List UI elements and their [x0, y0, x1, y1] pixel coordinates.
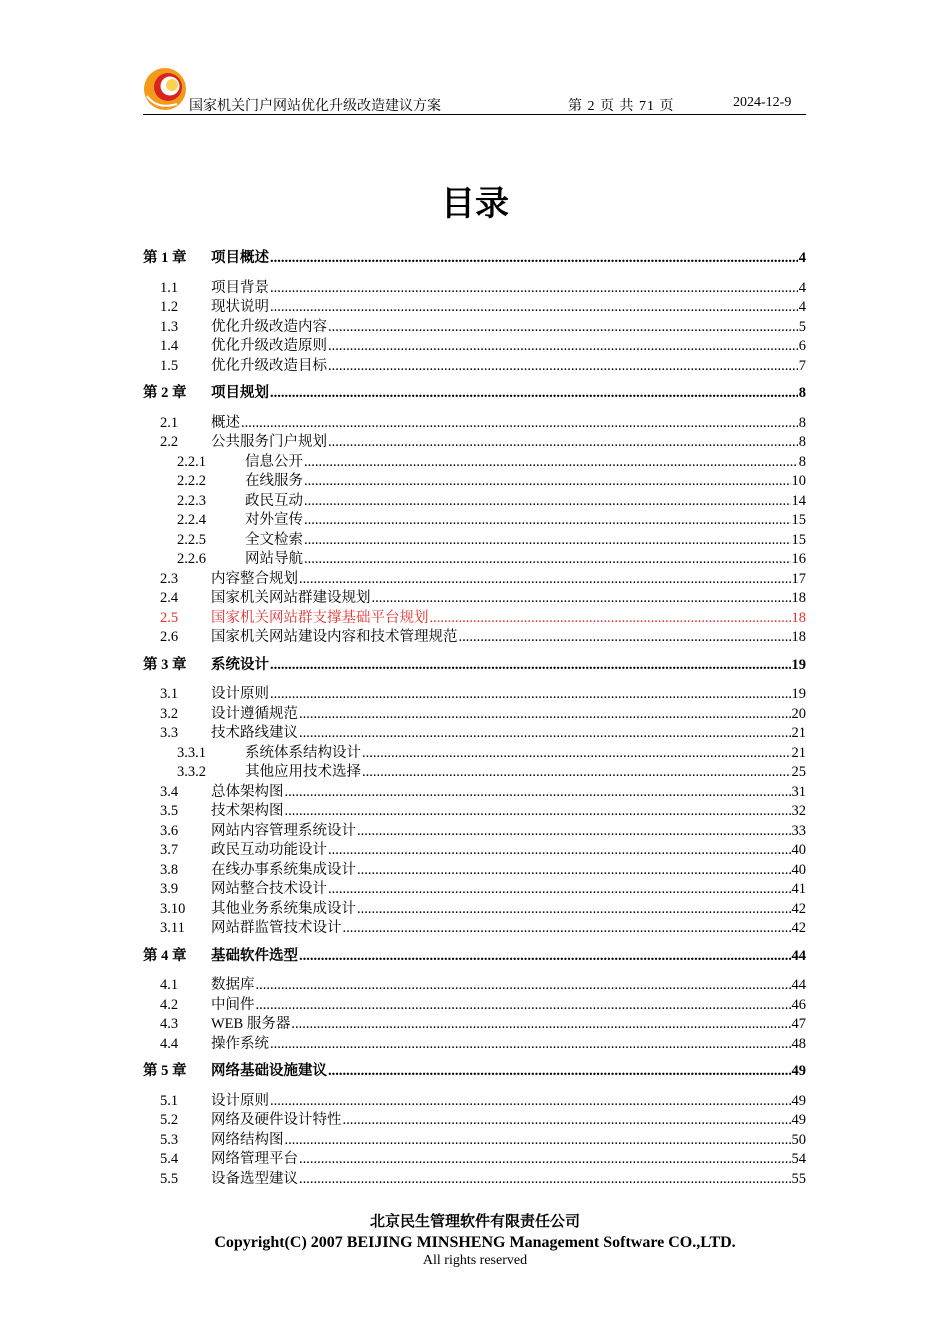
toc-entry-label: 网络基础设施建议	[211, 1063, 327, 1079]
toc-entry[interactable]	[143, 469, 806, 489]
toc-entry-page: 54	[791, 1151, 806, 1167]
toc-entry-page: 15	[791, 531, 806, 548]
toc-entry-number: 1.1	[160, 279, 179, 296]
toc-entry-number: 第 5 章	[143, 1063, 187, 1079]
toc-entry-page: 21	[791, 725, 806, 741]
toc-dot-leader	[285, 803, 791, 820]
toc-entry[interactable]	[143, 625, 806, 645]
toc-entry-number: 5.5	[160, 1170, 179, 1187]
toc-chapter-entry[interactable]	[143, 1059, 806, 1079]
toc-entry-label: 国家机关网站建设内容和技术管理规范	[211, 629, 458, 645]
toc-dot-leader	[459, 629, 791, 646]
toc-entry-label: 设计原则	[211, 686, 269, 702]
toc-entry-page: 19	[791, 686, 806, 702]
toc-entry-label: 网站内容管理系统设计	[211, 822, 356, 839]
toc-dot-leader	[328, 881, 791, 898]
toc-dot-leader	[256, 977, 791, 994]
toc-entry[interactable]	[143, 1167, 806, 1187]
footer-company: 北京民生管理软件有限责任公司	[369, 1212, 580, 1230]
toc-entry-label: 项目背景	[211, 279, 269, 296]
toc-entry-page: 8	[798, 434, 806, 450]
toc-entry-number: 3.3.1	[177, 744, 206, 761]
toc-entry[interactable]	[143, 430, 806, 450]
toc-entry-label: 在线服务	[245, 473, 303, 489]
toc-entry[interactable]	[143, 1108, 806, 1128]
toc-entry[interactable]	[143, 489, 806, 509]
toc-entry-label: 中间件	[211, 996, 255, 1013]
toc-entry-label: 基础软件选型	[211, 947, 298, 964]
toc-entry[interactable]	[143, 354, 806, 374]
toc-entry[interactable]	[143, 1128, 806, 1148]
toc-dot-leader	[362, 745, 791, 762]
toc-dot-leader	[328, 338, 798, 355]
toc-dot-leader	[241, 415, 798, 432]
toc-entry-page: 8	[798, 414, 806, 431]
toc-entry[interactable]	[143, 547, 806, 567]
toc-entry-label: 信息公开	[245, 453, 303, 470]
toc-dot-leader	[256, 997, 791, 1014]
toc-dot-leader	[285, 1132, 791, 1149]
toc-dot-leader	[299, 706, 791, 723]
toc-dot-leader	[430, 610, 791, 627]
toc-entry-page: 20	[791, 705, 806, 722]
toc-entry-page: 49	[791, 1092, 806, 1109]
toc-entry-label: 政民互动功能设计	[211, 842, 327, 858]
toc-entry-page: 18	[791, 609, 806, 626]
toc-entry-page: 41	[791, 881, 806, 897]
toc-entry-label: 网络及硬件设计特性	[211, 1112, 342, 1128]
page-header	[143, 66, 806, 116]
toc-entry-page: 25	[791, 764, 806, 780]
toc-dot-leader	[270, 385, 798, 402]
toc-entry[interactable]	[143, 973, 806, 993]
toc-entry-page: 31	[791, 783, 806, 800]
toc-entry[interactable]	[143, 606, 806, 626]
footer-copyright: Copyright(C) 2007 BEIJING MINSHENG Management Software CO.,LTD.	[214, 1234, 736, 1251]
toc-dot-leader	[299, 948, 791, 965]
header-divider	[143, 114, 806, 115]
toc-entry-number: 5.2	[160, 1112, 179, 1128]
toc-entry-number: 2.3	[160, 570, 179, 587]
toc-entry-label: 项目规划	[211, 385, 269, 401]
toc-dot-leader	[357, 862, 791, 879]
toc-entry-number: 2.2.2	[177, 473, 206, 489]
toc-entry[interactable]	[143, 586, 806, 606]
toc-entry-label: 全文检索	[245, 531, 303, 548]
toc-entry-number: 4.4	[160, 1035, 179, 1052]
toc-dot-leader	[328, 842, 791, 859]
toc-dot-leader	[304, 473, 791, 490]
toc-entry-number: 2.2	[160, 434, 179, 450]
header-doc-title: 国家机关门户网站优化升级改造建议方案	[189, 99, 441, 114]
toc-entry-page: 42	[791, 900, 806, 917]
toc-entry-number: 1.5	[160, 357, 179, 374]
toc-entry-label: 其他应用技术选择	[245, 764, 361, 780]
toc-entry[interactable]	[143, 819, 806, 839]
toc-entry-label: 优化升级改造目标	[211, 357, 327, 374]
toc-entry[interactable]	[143, 276, 806, 296]
toc-dot-leader	[304, 551, 791, 568]
toc-entry[interactable]	[143, 780, 806, 800]
toc-entry[interactable]	[143, 760, 806, 780]
toc-entry[interactable]	[143, 1147, 806, 1167]
toc-entry-number: 第 3 章	[143, 656, 187, 673]
toc-dot-leader	[270, 299, 798, 316]
toc-entry-page: 7	[798, 357, 806, 374]
toc-dot-leader	[299, 725, 791, 742]
toc-dot-leader	[299, 1171, 791, 1188]
toc-entry[interactable]	[143, 993, 806, 1013]
toc-entry-label: 网络管理平台	[211, 1151, 298, 1167]
footer-rights: All rights reserved	[422, 1253, 528, 1268]
toc-dot-leader	[343, 1112, 791, 1129]
toc-dot-leader	[362, 764, 791, 781]
header-date: 2024-12-9	[733, 95, 792, 110]
toc-entry-number: 3.4	[160, 783, 179, 800]
toc-dot-leader	[328, 319, 798, 336]
toc-entry-page: 50	[791, 1131, 806, 1148]
toc-dot-leader	[299, 571, 791, 588]
toc-entry-label: 技术架构图	[211, 803, 284, 819]
toc-entry-page: 46	[791, 996, 806, 1013]
toc-entry-label: 设计遵循规范	[211, 705, 298, 722]
toc-entry[interactable]	[143, 450, 806, 470]
toc-entry-label: 公共服务门户规划	[211, 434, 327, 450]
toc-dot-leader	[299, 1151, 791, 1168]
toc-entry-number: 4.3	[160, 1016, 179, 1032]
toc-entry-number: 第 1 章	[143, 250, 187, 266]
toc-entry-page: 8	[798, 385, 806, 401]
toc-entry-page: 16	[791, 551, 806, 567]
toc-entry-number: 2.2.6	[177, 551, 206, 567]
toc-entry-page: 21	[791, 744, 806, 761]
toc-entry-number: 第 2 章	[143, 385, 187, 401]
toc-entry[interactable]	[143, 508, 806, 528]
toc-entry-page: 48	[791, 1035, 806, 1052]
toc-entry-page: 47	[791, 1016, 806, 1032]
toc-dot-leader	[270, 657, 791, 674]
page-footer	[0, 1210, 950, 1269]
toc-entry-label: 内容整合规划	[211, 570, 298, 587]
toc-dot-leader	[270, 1036, 791, 1053]
toc-entry-number: 3.6	[160, 822, 179, 839]
toc-entry[interactable]	[143, 721, 806, 741]
toc-entry[interactable]	[143, 897, 806, 917]
toc-entry-page: 49	[791, 1063, 806, 1079]
toc-entry[interactable]	[143, 916, 806, 936]
toc-dot-leader	[270, 686, 791, 703]
toc-chapter-entry[interactable]	[143, 944, 806, 964]
toc-entry-number: 5.1	[160, 1092, 179, 1109]
toc-entry-number: 5.4	[160, 1151, 179, 1167]
toc-entry-page: 40	[791, 861, 806, 878]
toc-entry-number: 3.5	[160, 803, 179, 819]
toc-entry-page: 10	[791, 473, 806, 489]
toc-entry-label: 设计原则	[211, 1092, 269, 1109]
toc-entry[interactable]	[143, 315, 806, 335]
toc-entry[interactable]	[143, 682, 806, 702]
toc-entry-number: 3.11	[160, 920, 185, 936]
toc-entry-label: 国家机关网站群建设规划	[211, 590, 371, 606]
toc-entry-number: 3.7	[160, 842, 179, 858]
toc-entry[interactable]	[143, 411, 806, 431]
toc-entry-page: 42	[791, 920, 806, 936]
toc-dot-leader	[343, 920, 791, 937]
toc-entry-page: 5	[798, 318, 806, 335]
toc-entry[interactable]	[143, 1032, 806, 1052]
toc-entry-page: 44	[791, 977, 806, 993]
toc-entry-number: 3.2	[160, 705, 179, 722]
toc-entry-number: 1.2	[160, 299, 179, 315]
company-logo-icon	[143, 66, 189, 112]
toc-entry-page: 18	[791, 590, 806, 606]
toc-dot-leader	[357, 901, 791, 918]
toc-dot-leader	[328, 434, 798, 451]
toc-entry-number: 4.2	[160, 996, 179, 1013]
toc-entry-number: 第 4 章	[143, 947, 187, 964]
toc-entry-page: 32	[791, 803, 806, 819]
toc-entry-page: 4	[798, 299, 806, 315]
toc-entry[interactable]	[143, 702, 806, 722]
toc-title: 目录	[441, 184, 509, 224]
toc-dot-leader	[285, 784, 791, 801]
toc-dot-leader	[270, 250, 798, 267]
toc-entry-label: 网站导航	[245, 551, 303, 567]
toc-entry[interactable]	[143, 838, 806, 858]
toc-entry-number: 3.3.2	[177, 764, 206, 780]
toc-entry-label: 数据库	[211, 977, 255, 993]
toc-entry-page: 17	[791, 570, 806, 587]
toc-entry-label: 操作系统	[211, 1035, 269, 1052]
toc-entry-label: 网络结构图	[211, 1131, 284, 1148]
toc-entry-label: 系统体系结构设计	[245, 744, 361, 761]
toc-entry-number: 3.3	[160, 725, 179, 741]
toc-entry-page: 19	[791, 656, 806, 673]
toc-entry-label: 在线办事系统集成设计	[211, 861, 356, 878]
toc-entry[interactable]	[143, 741, 806, 761]
toc-entry-page: 6	[798, 338, 806, 354]
toc-entry-number: 3.8	[160, 861, 179, 878]
toc-dot-leader	[328, 358, 798, 375]
toc-entry-page: 18	[791, 629, 806, 645]
toc-entry-number: 2.2.3	[177, 492, 206, 509]
toc-entry-label: 技术路线建议	[211, 725, 298, 741]
toc-entry-label: 优化升级改造原则	[211, 338, 327, 354]
toc-entry[interactable]	[143, 799, 806, 819]
toc-entry-page: 49	[791, 1112, 806, 1128]
toc-entry-number: 2.6	[160, 629, 179, 645]
toc-dot-leader	[304, 454, 798, 471]
toc-entry[interactable]	[143, 1089, 806, 1109]
toc-entry[interactable]	[143, 567, 806, 587]
toc-chapter-entry[interactable]	[143, 246, 806, 266]
toc-entry[interactable]	[143, 334, 806, 354]
toc-entry-page: 4	[798, 250, 806, 266]
toc-dot-leader	[357, 823, 791, 840]
toc-chapter-entry[interactable]	[143, 653, 806, 673]
toc-entry-label: 网站群监管技术设计	[211, 920, 342, 936]
toc-entry-number: 2.5	[160, 609, 179, 626]
toc-entry-page: 44	[791, 947, 806, 964]
toc-entry-page: 15	[791, 512, 806, 528]
toc-entry-number: 5.3	[160, 1131, 179, 1148]
toc-dot-leader	[328, 1063, 791, 1080]
toc-entry-label: 总体架构图	[211, 783, 284, 800]
toc-entry-label: 概述	[211, 414, 240, 431]
toc-dot-leader	[270, 1093, 791, 1110]
toc-entry-label: WEB 服务器	[211, 1016, 291, 1032]
toc-entry-page: 14	[791, 492, 806, 509]
toc-entry-label: 政民互动	[245, 492, 303, 509]
toc-entry-label: 优化升级改造内容	[211, 318, 327, 335]
toc-entry-page: 8	[798, 453, 806, 470]
toc-entry-label: 设备选型建议	[211, 1170, 298, 1187]
toc-entry-number: 4.1	[160, 977, 179, 993]
toc-entry-label: 对外宣传	[245, 512, 303, 528]
toc-entry-number: 2.4	[160, 590, 179, 606]
toc-entry-number: 2.1	[160, 414, 179, 431]
toc-entry-label: 其他业务系统集成设计	[211, 900, 356, 917]
toc-dot-leader	[304, 512, 791, 529]
toc-chapter-entry[interactable]	[143, 381, 806, 401]
toc-dot-leader	[270, 280, 798, 297]
toc-entry[interactable]	[143, 1012, 806, 1032]
toc-entry-number: 2.2.5	[177, 531, 206, 548]
toc-entry-page: 4	[798, 279, 806, 296]
toc-dot-leader	[372, 590, 791, 607]
toc-dot-leader	[291, 1016, 790, 1033]
toc-dot-leader	[304, 532, 791, 549]
toc-entry-number: 1.3	[160, 318, 179, 335]
toc-entry-label: 国家机关网站群支撑基础平台规划	[211, 609, 429, 626]
toc-entry-page: 40	[791, 842, 806, 858]
toc-entry-number: 3.10	[160, 900, 186, 917]
toc-entry-label: 系统设计	[211, 656, 269, 673]
toc-entry-page: 33	[791, 822, 806, 839]
header-page-info: 第 2 页 共 71 页	[568, 99, 675, 114]
toc-entry[interactable]	[143, 858, 806, 878]
toc-entry-label: 项目概述	[211, 250, 269, 266]
toc-entry[interactable]	[143, 295, 806, 315]
toc-entry-label: 现状说明	[211, 299, 269, 315]
toc-entry[interactable]	[143, 528, 806, 548]
toc-entry-number: 3.1	[160, 686, 179, 702]
toc-entry-number: 1.4	[160, 338, 179, 354]
table-of-contents	[143, 246, 806, 1186]
toc-entry-number: 2.2.4	[177, 512, 206, 528]
toc-entry-number: 2.2.1	[177, 453, 206, 470]
toc-entry[interactable]	[143, 877, 806, 897]
toc-entry-number: 3.9	[160, 881, 179, 897]
toc-entry-page: 55	[791, 1170, 806, 1187]
toc-dot-leader	[304, 493, 791, 510]
toc-entry-label: 网站整合技术设计	[211, 881, 327, 897]
